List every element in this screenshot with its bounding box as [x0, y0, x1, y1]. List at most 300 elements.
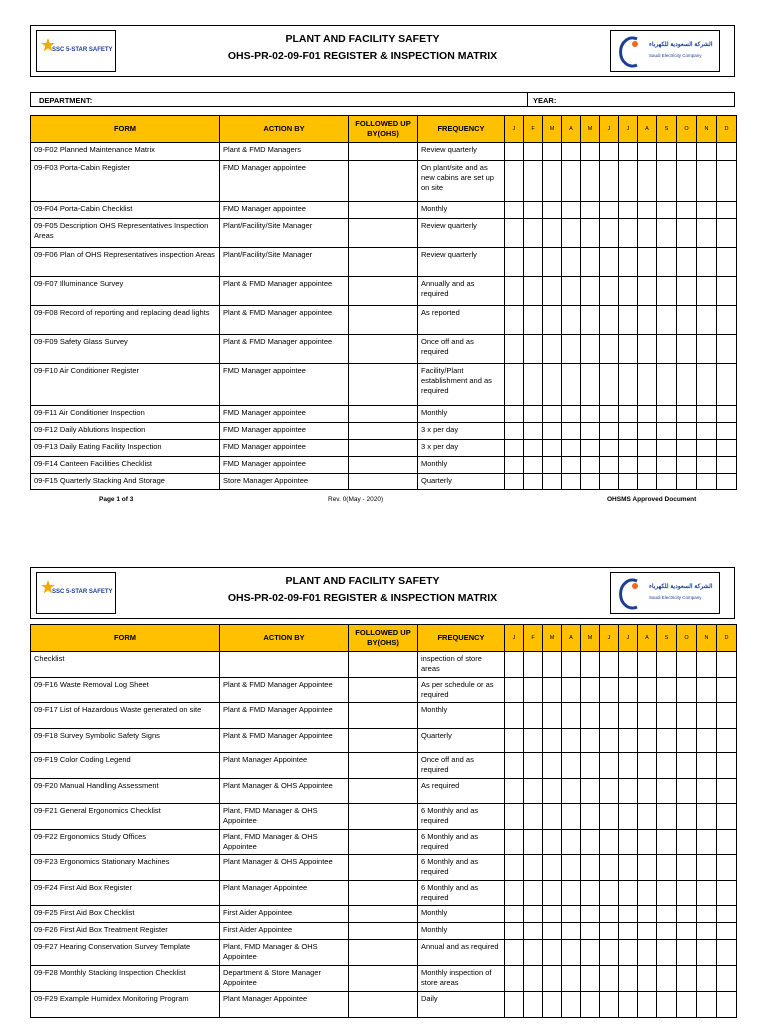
month-check-cell[interactable] — [717, 202, 737, 219]
month-check-cell[interactable] — [543, 966, 562, 992]
month-check-cell[interactable] — [581, 277, 600, 306]
month-check-cell[interactable] — [600, 753, 619, 779]
month-check-cell[interactable] — [543, 474, 562, 490]
month-check-cell[interactable] — [562, 966, 581, 992]
month-check-cell[interactable] — [697, 248, 717, 277]
month-check-cell[interactable] — [619, 219, 638, 248]
month-check-cell[interactable] — [657, 406, 677, 423]
month-check-cell[interactable] — [562, 306, 581, 335]
month-check-cell[interactable] — [677, 729, 697, 753]
month-check-cell[interactable] — [697, 923, 717, 940]
month-check-cell[interactable] — [581, 753, 600, 779]
month-check-cell[interactable] — [505, 729, 524, 753]
month-check-cell[interactable] — [524, 406, 543, 423]
month-check-cell[interactable] — [600, 923, 619, 940]
month-check-cell[interactable] — [638, 474, 657, 490]
month-check-cell[interactable] — [677, 906, 697, 923]
month-check-cell[interactable] — [677, 940, 697, 966]
month-check-cell[interactable] — [581, 906, 600, 923]
month-check-cell[interactable] — [638, 335, 657, 364]
month-check-cell[interactable] — [717, 830, 737, 855]
month-check-cell[interactable] — [697, 364, 717, 406]
month-check-cell[interactable] — [581, 678, 600, 703]
month-check-cell[interactable] — [717, 966, 737, 992]
month-check-cell[interactable] — [657, 440, 677, 457]
month-check-cell[interactable] — [717, 753, 737, 779]
month-check-cell[interactable] — [543, 753, 562, 779]
month-check-cell[interactable] — [697, 881, 717, 906]
month-check-cell[interactable] — [581, 830, 600, 855]
month-check-cell[interactable] — [600, 161, 619, 202]
month-check-cell[interactable] — [697, 940, 717, 966]
month-check-cell[interactable] — [543, 678, 562, 703]
month-check-cell[interactable] — [619, 143, 638, 161]
month-check-cell[interactable] — [638, 906, 657, 923]
month-check-cell[interactable] — [581, 423, 600, 440]
month-check-cell[interactable] — [524, 143, 543, 161]
month-check-cell[interactable] — [638, 855, 657, 881]
month-check-cell[interactable] — [717, 423, 737, 440]
month-check-cell[interactable] — [697, 219, 717, 248]
month-check-cell[interactable] — [505, 406, 524, 423]
month-check-cell[interactable] — [600, 248, 619, 277]
month-check-cell[interactable] — [600, 992, 619, 1018]
month-check-cell[interactable] — [600, 804, 619, 830]
month-check-cell[interactable] — [562, 457, 581, 474]
month-check-cell[interactable] — [717, 248, 737, 277]
month-check-cell[interactable] — [638, 248, 657, 277]
month-check-cell[interactable] — [581, 457, 600, 474]
month-check-cell[interactable] — [677, 406, 697, 423]
month-check-cell[interactable] — [697, 143, 717, 161]
month-check-cell[interactable] — [562, 703, 581, 729]
month-check-cell[interactable] — [657, 940, 677, 966]
month-check-cell[interactable] — [581, 335, 600, 364]
month-check-cell[interactable] — [677, 440, 697, 457]
month-check-cell[interactable] — [638, 652, 657, 678]
month-check-cell[interactable] — [543, 440, 562, 457]
month-check-cell[interactable] — [562, 923, 581, 940]
month-check-cell[interactable] — [638, 678, 657, 703]
month-check-cell[interactable] — [657, 202, 677, 219]
month-check-cell[interactable] — [697, 306, 717, 335]
month-check-cell[interactable] — [543, 202, 562, 219]
month-check-cell[interactable] — [677, 306, 697, 335]
month-check-cell[interactable] — [638, 202, 657, 219]
month-check-cell[interactable] — [677, 855, 697, 881]
month-check-cell[interactable] — [677, 143, 697, 161]
month-check-cell[interactable] — [524, 966, 543, 992]
month-check-cell[interactable] — [619, 678, 638, 703]
month-check-cell[interactable] — [543, 457, 562, 474]
month-check-cell[interactable] — [619, 940, 638, 966]
month-check-cell[interactable] — [717, 881, 737, 906]
month-check-cell[interactable] — [717, 729, 737, 753]
month-check-cell[interactable] — [697, 277, 717, 306]
month-check-cell[interactable] — [524, 804, 543, 830]
month-check-cell[interactable] — [562, 940, 581, 966]
month-check-cell[interactable] — [581, 992, 600, 1018]
month-check-cell[interactable] — [638, 881, 657, 906]
month-check-cell[interactable] — [717, 779, 737, 804]
month-check-cell[interactable] — [677, 423, 697, 440]
month-check-cell[interactable] — [657, 161, 677, 202]
month-check-cell[interactable] — [657, 219, 677, 248]
month-check-cell[interactable] — [638, 219, 657, 248]
month-check-cell[interactable] — [524, 703, 543, 729]
month-check-cell[interactable] — [543, 161, 562, 202]
month-check-cell[interactable] — [505, 703, 524, 729]
month-check-cell[interactable] — [543, 703, 562, 729]
month-check-cell[interactable] — [543, 652, 562, 678]
month-check-cell[interactable] — [697, 966, 717, 992]
month-check-cell[interactable] — [505, 881, 524, 906]
month-check-cell[interactable] — [505, 143, 524, 161]
month-check-cell[interactable] — [638, 364, 657, 406]
month-check-cell[interactable] — [505, 992, 524, 1018]
month-check-cell[interactable] — [657, 753, 677, 779]
month-check-cell[interactable] — [657, 423, 677, 440]
month-check-cell[interactable] — [697, 457, 717, 474]
month-check-cell[interactable] — [581, 923, 600, 940]
month-check-cell[interactable] — [657, 335, 677, 364]
month-check-cell[interactable] — [524, 830, 543, 855]
month-check-cell[interactable] — [657, 457, 677, 474]
month-check-cell[interactable] — [697, 652, 717, 678]
month-check-cell[interactable] — [619, 881, 638, 906]
month-check-cell[interactable] — [717, 652, 737, 678]
month-check-cell[interactable] — [600, 364, 619, 406]
month-check-cell[interactable] — [524, 779, 543, 804]
month-check-cell[interactable] — [717, 143, 737, 161]
month-check-cell[interactable] — [657, 966, 677, 992]
month-check-cell[interactable] — [657, 779, 677, 804]
month-check-cell[interactable] — [600, 703, 619, 729]
month-check-cell[interactable] — [619, 830, 638, 855]
month-check-cell[interactable] — [505, 474, 524, 490]
month-check-cell[interactable] — [619, 923, 638, 940]
month-check-cell[interactable] — [657, 992, 677, 1018]
month-check-cell[interactable] — [657, 804, 677, 830]
month-check-cell[interactable] — [619, 335, 638, 364]
month-check-cell[interactable] — [717, 855, 737, 881]
month-check-cell[interactable] — [505, 830, 524, 855]
month-check-cell[interactable] — [717, 678, 737, 703]
month-check-cell[interactable] — [717, 406, 737, 423]
month-check-cell[interactable] — [677, 881, 697, 906]
month-check-cell[interactable] — [717, 906, 737, 923]
month-check-cell[interactable] — [677, 202, 697, 219]
month-check-cell[interactable] — [619, 202, 638, 219]
month-check-cell[interactable] — [524, 335, 543, 364]
month-check-cell[interactable] — [619, 440, 638, 457]
month-check-cell[interactable] — [677, 804, 697, 830]
month-check-cell[interactable] — [619, 906, 638, 923]
month-check-cell[interactable] — [524, 423, 543, 440]
month-check-cell[interactable] — [600, 306, 619, 335]
month-check-cell[interactable] — [524, 161, 543, 202]
month-check-cell[interactable] — [677, 703, 697, 729]
month-check-cell[interactable] — [581, 855, 600, 881]
month-check-cell[interactable] — [657, 364, 677, 406]
month-check-cell[interactable] — [619, 855, 638, 881]
month-check-cell[interactable] — [638, 992, 657, 1018]
month-check-cell[interactable] — [505, 277, 524, 306]
month-check-cell[interactable] — [543, 992, 562, 1018]
month-check-cell[interactable] — [505, 248, 524, 277]
month-check-cell[interactable] — [697, 855, 717, 881]
month-check-cell[interactable] — [505, 753, 524, 779]
month-check-cell[interactable] — [543, 804, 562, 830]
month-check-cell[interactable] — [600, 881, 619, 906]
month-check-cell[interactable] — [697, 992, 717, 1018]
month-check-cell[interactable] — [677, 219, 697, 248]
month-check-cell[interactable] — [697, 753, 717, 779]
month-check-cell[interactable] — [505, 440, 524, 457]
month-check-cell[interactable] — [619, 652, 638, 678]
month-check-cell[interactable] — [657, 881, 677, 906]
month-check-cell[interactable] — [505, 364, 524, 406]
month-check-cell[interactable] — [717, 804, 737, 830]
month-check-cell[interactable] — [697, 779, 717, 804]
month-check-cell[interactable] — [505, 202, 524, 219]
month-check-cell[interactable] — [562, 202, 581, 219]
month-check-cell[interactable] — [562, 729, 581, 753]
month-check-cell[interactable] — [657, 474, 677, 490]
month-check-cell[interactable] — [717, 335, 737, 364]
month-check-cell[interactable] — [581, 940, 600, 966]
month-check-cell[interactable] — [562, 219, 581, 248]
month-check-cell[interactable] — [677, 923, 697, 940]
month-check-cell[interactable] — [505, 457, 524, 474]
month-check-cell[interactable] — [543, 881, 562, 906]
month-check-cell[interactable] — [562, 855, 581, 881]
month-check-cell[interactable] — [619, 729, 638, 753]
month-check-cell[interactable] — [524, 474, 543, 490]
month-check-cell[interactable] — [581, 143, 600, 161]
month-check-cell[interactable] — [524, 992, 543, 1018]
month-check-cell[interactable] — [524, 906, 543, 923]
month-check-cell[interactable] — [600, 830, 619, 855]
month-check-cell[interactable] — [619, 457, 638, 474]
month-check-cell[interactable] — [562, 992, 581, 1018]
month-check-cell[interactable] — [600, 277, 619, 306]
month-check-cell[interactable] — [657, 830, 677, 855]
month-check-cell[interactable] — [657, 923, 677, 940]
month-check-cell[interactable] — [581, 306, 600, 335]
month-check-cell[interactable] — [657, 855, 677, 881]
month-check-cell[interactable] — [697, 406, 717, 423]
month-check-cell[interactable] — [619, 992, 638, 1018]
month-check-cell[interactable] — [619, 804, 638, 830]
month-check-cell[interactable] — [717, 161, 737, 202]
month-check-cell[interactable] — [600, 940, 619, 966]
month-check-cell[interactable] — [638, 923, 657, 940]
month-check-cell[interactable] — [657, 306, 677, 335]
month-check-cell[interactable] — [677, 277, 697, 306]
month-check-cell[interactable] — [505, 219, 524, 248]
month-check-cell[interactable] — [581, 474, 600, 490]
month-check-cell[interactable] — [717, 277, 737, 306]
month-check-cell[interactable] — [524, 855, 543, 881]
month-check-cell[interactable] — [581, 881, 600, 906]
month-check-cell[interactable] — [581, 364, 600, 406]
month-check-cell[interactable] — [505, 423, 524, 440]
month-check-cell[interactable] — [717, 440, 737, 457]
month-check-cell[interactable] — [581, 440, 600, 457]
month-check-cell[interactable] — [697, 729, 717, 753]
month-check-cell[interactable] — [524, 729, 543, 753]
month-check-cell[interactable] — [543, 143, 562, 161]
month-check-cell[interactable] — [638, 457, 657, 474]
month-check-cell[interactable] — [600, 652, 619, 678]
month-check-cell[interactable] — [717, 219, 737, 248]
month-check-cell[interactable] — [638, 804, 657, 830]
month-check-cell[interactable] — [619, 474, 638, 490]
month-check-cell[interactable] — [562, 161, 581, 202]
month-check-cell[interactable] — [562, 753, 581, 779]
month-check-cell[interactable] — [600, 219, 619, 248]
month-check-cell[interactable] — [677, 992, 697, 1018]
month-check-cell[interactable] — [524, 277, 543, 306]
month-check-cell[interactable] — [581, 729, 600, 753]
month-check-cell[interactable] — [677, 474, 697, 490]
month-check-cell[interactable] — [638, 161, 657, 202]
month-check-cell[interactable] — [600, 457, 619, 474]
month-check-cell[interactable] — [697, 678, 717, 703]
month-check-cell[interactable] — [581, 219, 600, 248]
month-check-cell[interactable] — [543, 923, 562, 940]
month-check-cell[interactable] — [697, 906, 717, 923]
month-check-cell[interactable] — [619, 306, 638, 335]
month-check-cell[interactable] — [638, 423, 657, 440]
month-check-cell[interactable] — [562, 881, 581, 906]
month-check-cell[interactable] — [524, 881, 543, 906]
month-check-cell[interactable] — [562, 143, 581, 161]
month-check-cell[interactable] — [619, 703, 638, 729]
month-check-cell[interactable] — [697, 202, 717, 219]
month-check-cell[interactable] — [600, 906, 619, 923]
month-check-cell[interactable] — [562, 248, 581, 277]
month-check-cell[interactable] — [562, 474, 581, 490]
month-check-cell[interactable] — [619, 364, 638, 406]
month-check-cell[interactable] — [524, 457, 543, 474]
month-check-cell[interactable] — [562, 652, 581, 678]
month-check-cell[interactable] — [657, 248, 677, 277]
month-check-cell[interactable] — [638, 406, 657, 423]
month-check-cell[interactable] — [524, 248, 543, 277]
month-check-cell[interactable] — [697, 830, 717, 855]
month-check-cell[interactable] — [581, 779, 600, 804]
month-check-cell[interactable] — [600, 202, 619, 219]
month-check-cell[interactable] — [677, 678, 697, 703]
month-check-cell[interactable] — [562, 779, 581, 804]
month-check-cell[interactable] — [524, 753, 543, 779]
month-check-cell[interactable] — [717, 940, 737, 966]
month-check-cell[interactable] — [600, 406, 619, 423]
month-check-cell[interactable] — [677, 457, 697, 474]
month-check-cell[interactable] — [562, 423, 581, 440]
month-check-cell[interactable] — [543, 906, 562, 923]
month-check-cell[interactable] — [638, 830, 657, 855]
month-check-cell[interactable] — [677, 830, 697, 855]
month-check-cell[interactable] — [505, 804, 524, 830]
month-check-cell[interactable] — [697, 440, 717, 457]
month-check-cell[interactable] — [677, 335, 697, 364]
month-check-cell[interactable] — [543, 277, 562, 306]
month-check-cell[interactable] — [562, 406, 581, 423]
month-check-cell[interactable] — [543, 364, 562, 406]
month-check-cell[interactable] — [717, 703, 737, 729]
month-check-cell[interactable] — [677, 753, 697, 779]
month-check-cell[interactable] — [697, 703, 717, 729]
month-check-cell[interactable] — [657, 703, 677, 729]
month-check-cell[interactable] — [505, 306, 524, 335]
month-check-cell[interactable] — [697, 474, 717, 490]
month-check-cell[interactable] — [619, 406, 638, 423]
month-check-cell[interactable] — [657, 729, 677, 753]
month-check-cell[interactable] — [638, 277, 657, 306]
month-check-cell[interactable] — [600, 440, 619, 457]
month-check-cell[interactable] — [524, 923, 543, 940]
month-check-cell[interactable] — [619, 423, 638, 440]
month-check-cell[interactable] — [717, 992, 737, 1018]
month-check-cell[interactable] — [524, 364, 543, 406]
month-check-cell[interactable] — [619, 161, 638, 202]
month-check-cell[interactable] — [600, 335, 619, 364]
month-check-cell[interactable] — [717, 306, 737, 335]
month-check-cell[interactable] — [717, 457, 737, 474]
month-check-cell[interactable] — [638, 753, 657, 779]
month-check-cell[interactable] — [562, 906, 581, 923]
month-check-cell[interactable] — [562, 678, 581, 703]
month-check-cell[interactable] — [677, 966, 697, 992]
month-check-cell[interactable] — [581, 202, 600, 219]
month-check-cell[interactable] — [657, 906, 677, 923]
month-check-cell[interactable] — [524, 678, 543, 703]
month-check-cell[interactable] — [505, 966, 524, 992]
month-check-cell[interactable] — [657, 652, 677, 678]
month-check-cell[interactable] — [524, 940, 543, 966]
month-check-cell[interactable] — [543, 855, 562, 881]
month-check-cell[interactable] — [543, 335, 562, 364]
month-check-cell[interactable] — [717, 364, 737, 406]
month-check-cell[interactable] — [581, 703, 600, 729]
month-check-cell[interactable] — [657, 678, 677, 703]
month-check-cell[interactable] — [524, 219, 543, 248]
month-check-cell[interactable] — [562, 335, 581, 364]
month-check-cell[interactable] — [677, 248, 697, 277]
month-check-cell[interactable] — [638, 703, 657, 729]
month-check-cell[interactable] — [505, 779, 524, 804]
month-check-cell[interactable] — [717, 923, 737, 940]
month-check-cell[interactable] — [505, 161, 524, 202]
month-check-cell[interactable] — [581, 406, 600, 423]
month-check-cell[interactable] — [524, 306, 543, 335]
month-check-cell[interactable] — [600, 143, 619, 161]
month-check-cell[interactable] — [543, 248, 562, 277]
month-check-cell[interactable] — [638, 143, 657, 161]
month-check-cell[interactable] — [638, 306, 657, 335]
month-check-cell[interactable] — [697, 161, 717, 202]
month-check-cell[interactable] — [543, 940, 562, 966]
month-check-cell[interactable] — [505, 335, 524, 364]
month-check-cell[interactable] — [505, 923, 524, 940]
month-check-cell[interactable] — [600, 779, 619, 804]
month-check-cell[interactable] — [619, 779, 638, 804]
month-check-cell[interactable] — [543, 306, 562, 335]
month-check-cell[interactable] — [524, 202, 543, 219]
